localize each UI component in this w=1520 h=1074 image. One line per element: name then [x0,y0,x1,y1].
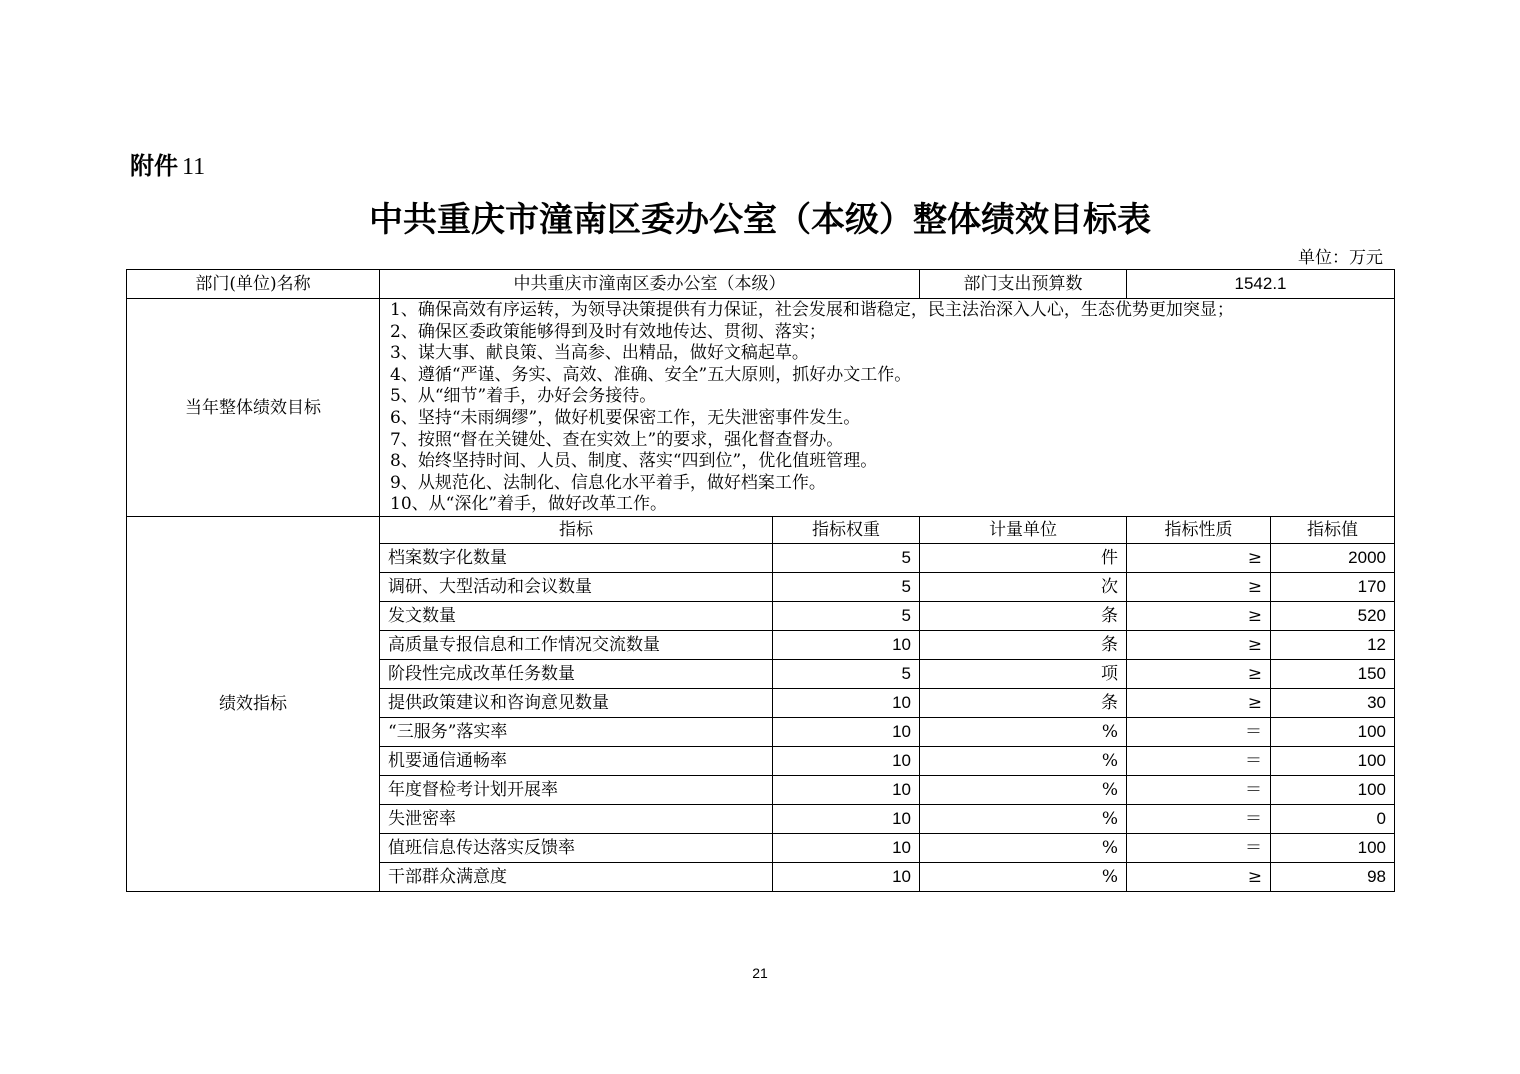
indicator-weight: 10 [773,689,920,718]
indicators-label: 绩效指标 [127,517,380,892]
indicator-nature: ≥ [1127,660,1271,689]
goal-line: 3、谋大事、献良策、当高参、出精品，做好文稿起草。 [390,343,809,364]
goal-line: 9、从规范化、法制化、信息化水平着手，做好档案工作。 [390,472,826,493]
attachment-label [130,146,205,181]
indicator-name: 阶段性完成改革任务数量 [380,660,773,689]
indicator-name: 值班信息传达落实反馈率 [380,834,773,863]
indicator-weight: 10 [773,631,920,660]
indicator-value: 150 [1271,660,1395,689]
indicator-nature: ≥ [1127,602,1271,631]
indicator-nature: ＝ [1127,834,1271,863]
indicator-unit: 项 [920,660,1127,689]
indicator-value: 0 [1271,805,1395,834]
indicator-header-value: 指标值 [1271,517,1395,544]
indicator-weight: 10 [773,718,920,747]
goal-line: 10、从“深化”着手，做好改革工作。 [390,494,668,515]
attachment-number: 11 [182,154,206,180]
indicator-unit: % [920,805,1127,834]
indicator-value: 12 [1271,631,1395,660]
indicator-header-weight: 指标权重 [773,517,920,544]
indicator-value: 520 [1271,602,1395,631]
indicator-weight: 10 [773,747,920,776]
table-body [127,270,1395,892]
indicator-value: 100 [1271,718,1395,747]
header-row [127,270,1395,299]
indicator-unit: % [920,747,1127,776]
indicator-unit: 条 [920,631,1127,660]
indicator-unit: 条 [920,689,1127,718]
indicator-nature: ＝ [1127,805,1271,834]
indicator-unit: % [920,863,1127,892]
indicator-weight: 10 [773,776,920,805]
indicator-nature: ≥ [1127,544,1271,573]
goal-line: 8、始终坚持时间、人员、制度、落实“四到位”，优化值班管理。 [390,451,878,472]
indicator-weight: 5 [773,573,920,602]
indicator-nature: ≥ [1127,689,1271,718]
indicator-value: 2000 [1271,544,1395,573]
indicator-nature: ＝ [1127,718,1271,747]
document-title: 中共重庆市潼南区委办公室（本级）整体绩效目标表 [369,200,1151,240]
indicator-nature: ≥ [1127,631,1271,660]
goal-line: 1、确保高效有序运转，为领导决策提供有力保证，社会发展和谐稳定，民主法治深入人心，生态优势更加突显； [390,300,1234,320]
indicator-unit: 次 [920,573,1127,602]
indicator-name: 发文数量 [380,602,773,631]
page-number: 21 [752,965,768,981]
indicator-weight: 10 [773,863,920,892]
goal-line: 4、遵循“严谨、务实、高效、准确、安全”五大原则，抓好办文工作。 [390,364,912,385]
indicator-weight: 5 [773,544,920,573]
goal-line: 2、确保区委政策能够得到及时有效地传达、贯彻、落实； [390,321,826,342]
unit-note: 单位：万元 [1298,248,1383,268]
indicator-weight: 10 [773,805,920,834]
indicator-unit: % [920,776,1127,805]
indicator-value: 30 [1271,689,1395,718]
budget-label: 部门支出预算数 [920,270,1127,299]
indicator-nature: ≥ [1127,863,1271,892]
indicator-name: 干部群众满意度 [380,863,773,892]
attachment-text: 附件 [130,152,178,180]
indicator-value: 170 [1271,573,1395,602]
indicator-name: 档案数字化数量 [380,544,773,573]
indicator-name: 提供政策建议和咨询意见数量 [380,689,773,718]
indicator-name: “三服务”落实率 [380,718,773,747]
indicator-name: 调研、大型活动和会议数量 [380,573,773,602]
indicator-weight: 5 [773,660,920,689]
indicator-header-name: 指标 [380,517,773,544]
goal-line: 7、按照“督在关键处、查在实效上”的要求，强化督查督办。 [390,429,844,450]
indicator-name: 年度督检考计划开展率 [380,776,773,805]
indicator-value: 98 [1271,863,1395,892]
performance-table [126,269,1395,892]
indicator-weight: 5 [773,602,920,631]
indicator-name: 机要通信通畅率 [380,747,773,776]
dept-name-value: 中共重庆市潼南区委办公室（本级） [380,270,920,299]
indicator-unit: % [920,718,1127,747]
budget-value: 1542.1 [1127,270,1395,299]
indicator-value: 100 [1271,776,1395,805]
goal-line: 5、从“细节”着手，办好会务接待。 [390,386,657,407]
indicator-unit: 条 [920,602,1127,631]
indicator-nature: ≥ [1127,573,1271,602]
indicator-name: 失泄密率 [380,805,773,834]
indicator-header-row [127,517,1395,544]
goals-label: 当年整体绩效目标 [127,299,380,517]
goals-content [380,299,1395,517]
indicator-unit: 件 [920,544,1127,573]
indicator-name: 高质量专报信息和工作情况交流数量 [380,631,773,660]
indicator-value: 100 [1271,834,1395,863]
goals-row [127,299,1395,517]
indicator-nature: ＝ [1127,747,1271,776]
indicator-value: 100 [1271,747,1395,776]
dept-name-label: 部门(单位)名称 [127,270,380,299]
indicator-unit: % [920,834,1127,863]
indicator-header-unit: 计量单位 [920,517,1127,544]
goal-line: 6、坚持“未雨绸缪”，做好机要保密工作，无失泄密事件发生。 [390,407,861,428]
indicator-nature: ＝ [1127,776,1271,805]
indicator-header-nature: 指标性质 [1127,517,1271,544]
indicator-weight: 10 [773,834,920,863]
